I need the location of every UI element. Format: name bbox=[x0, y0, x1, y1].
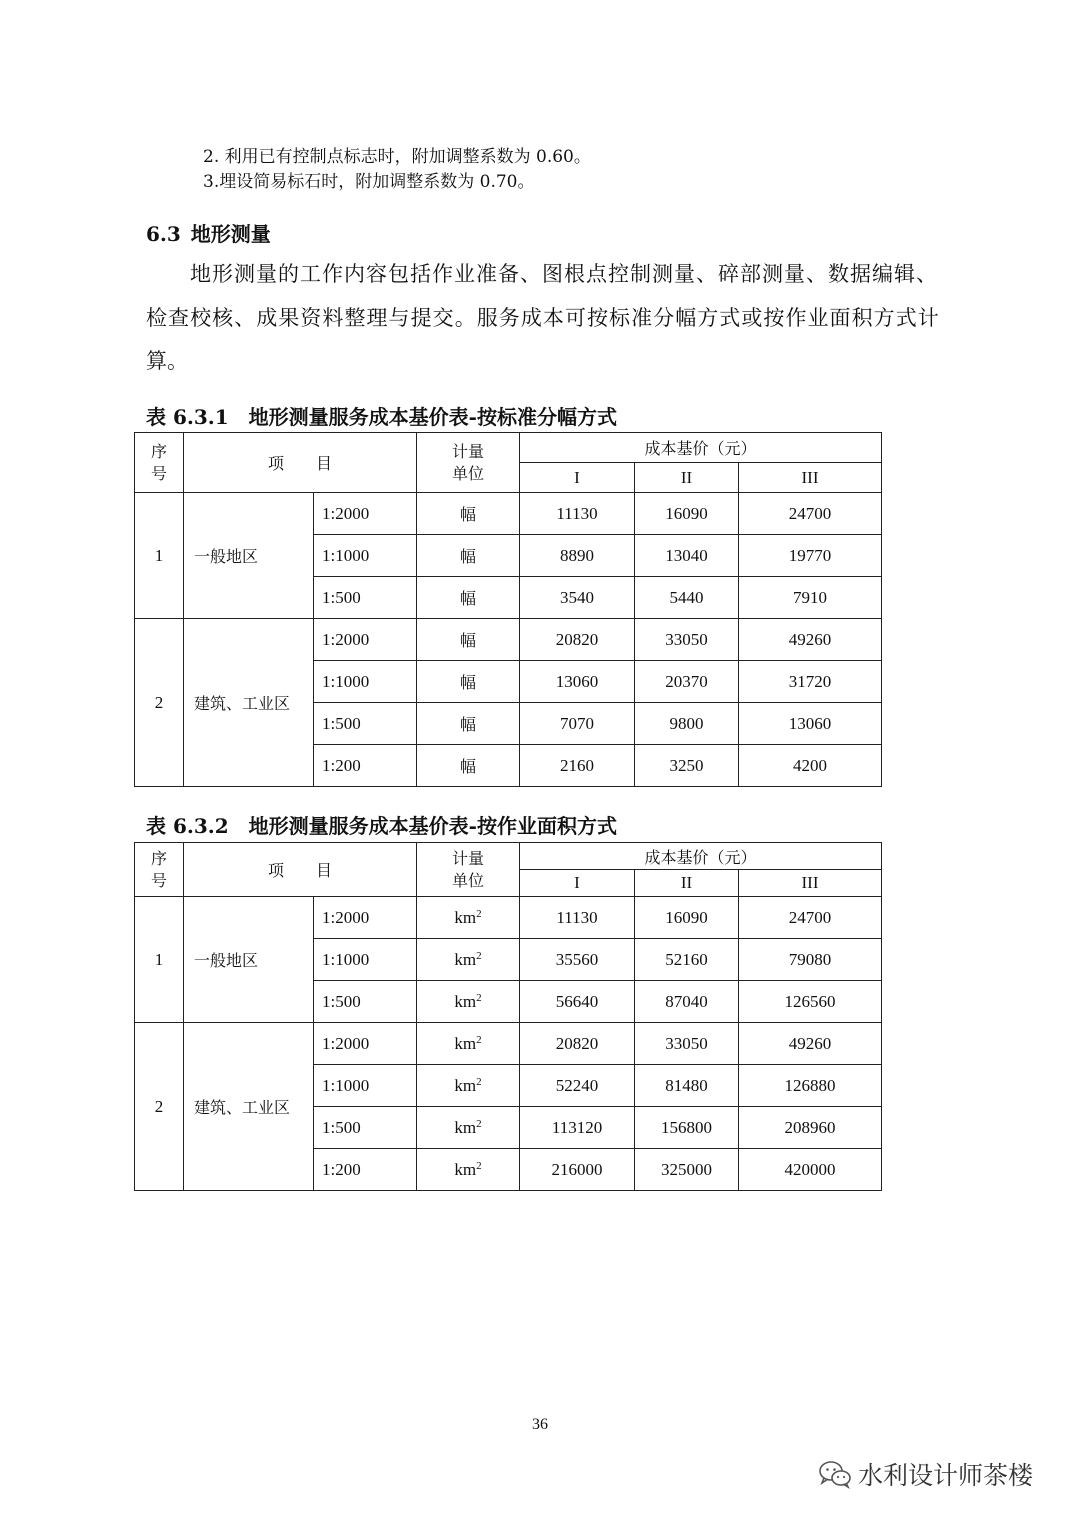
category-cell: 一般地区 bbox=[184, 493, 314, 619]
value-cell: 9800 bbox=[635, 703, 739, 745]
value-cell: 3250 bbox=[635, 745, 739, 787]
table-row bbox=[135, 1023, 882, 1065]
value-cell: 156800 bbox=[635, 1107, 739, 1149]
section-number: 6.3 bbox=[146, 222, 181, 246]
watermark-text: 水利设计师茶楼 bbox=[858, 1461, 1034, 1490]
value-cell: 33050 bbox=[635, 1023, 739, 1065]
page-number: 36 bbox=[532, 1416, 548, 1433]
value-cell: 35560 bbox=[520, 939, 635, 981]
unit-cell: $km^2$ bbox=[417, 1023, 520, 1065]
header-grade-2: II bbox=[635, 870, 739, 897]
header-cost: 成本基价（元） bbox=[520, 843, 882, 870]
value-cell: 81480 bbox=[635, 1065, 739, 1107]
value-cell: 126880 bbox=[739, 1065, 882, 1107]
paragraph-line: 算。 bbox=[146, 349, 188, 373]
header-grade-3: III bbox=[739, 463, 882, 493]
value-cell: 52240 bbox=[520, 1065, 635, 1107]
section-heading bbox=[146, 218, 271, 247]
value-cell: 208960 bbox=[739, 1107, 882, 1149]
wechat-icon bbox=[818, 1459, 852, 1489]
table-caption-number: 表 6.3.1 bbox=[146, 405, 229, 429]
watermark bbox=[818, 1456, 1033, 1492]
table-caption-number: 表 6.3.2 bbox=[146, 814, 229, 838]
unit-cell: $km^2$ bbox=[417, 981, 520, 1023]
value-cell: 325000 bbox=[635, 1149, 739, 1191]
seq-cell: 1 bbox=[135, 897, 184, 1023]
value-cell: 420000 bbox=[739, 1149, 882, 1191]
value-cell: 16090 bbox=[635, 897, 739, 939]
paragraph-line: 检查校核、成果资料整理与提交。服务成本可按标准分幅方式或按作业面积方式计 bbox=[146, 306, 940, 330]
value-cell: 24700 bbox=[739, 897, 882, 939]
value-cell: 13060 bbox=[739, 703, 882, 745]
value-cell: 49260 bbox=[739, 619, 882, 661]
header-cost: 成本基价（元） bbox=[520, 433, 882, 463]
category-cell: 建筑、工业区 bbox=[184, 619, 314, 787]
unit-cell: 幅 bbox=[417, 703, 520, 745]
scale-cell: 1:1000 bbox=[314, 939, 417, 981]
cost-table-work-area bbox=[134, 842, 882, 1191]
value-cell: 87040 bbox=[635, 981, 739, 1023]
section-title: 地形测量 bbox=[190, 222, 271, 246]
table-row bbox=[135, 619, 882, 661]
scale-cell: 1:500 bbox=[314, 1107, 417, 1149]
header-grade-1: I bbox=[520, 870, 635, 897]
value-cell: 2160 bbox=[520, 745, 635, 787]
unit-cell: $km^2$ bbox=[417, 897, 520, 939]
value-cell: 79080 bbox=[739, 939, 882, 981]
seq-cell: 2 bbox=[135, 619, 184, 787]
table-caption-title: 地形测量服务成本基价表-按作业面积方式 bbox=[248, 814, 617, 838]
unit-cell: $km^2$ bbox=[417, 1149, 520, 1191]
value-cell: 24700 bbox=[739, 493, 882, 535]
scale-cell: 1:2000 bbox=[314, 897, 417, 939]
scale-cell: 1:500 bbox=[314, 981, 417, 1023]
value-cell: 16090 bbox=[635, 493, 739, 535]
value-cell: 11130 bbox=[520, 897, 635, 939]
seq-cell: 2 bbox=[135, 1023, 184, 1191]
unit-cell: 幅 bbox=[417, 745, 520, 787]
header-seq: 序号 bbox=[135, 843, 184, 897]
value-cell: 4200 bbox=[739, 745, 882, 787]
header-unit: 计量单位 bbox=[417, 843, 520, 897]
header-unit: 计量单位 bbox=[417, 433, 520, 493]
table-caption-title: 地形测量服务成本基价表-按标准分幅方式 bbox=[248, 405, 617, 429]
value-cell: 20820 bbox=[520, 1023, 635, 1065]
unit-cell: $km^2$ bbox=[417, 1107, 520, 1149]
header-seq: 序号 bbox=[135, 433, 184, 493]
unit-cell: $km^2$ bbox=[417, 939, 520, 981]
value-cell: 13040 bbox=[635, 535, 739, 577]
value-cell: 19770 bbox=[739, 535, 882, 577]
scale-cell: 1:2000 bbox=[314, 619, 417, 661]
scale-cell: 1:2000 bbox=[314, 1023, 417, 1065]
scale-cell: 1:2000 bbox=[314, 493, 417, 535]
value-cell: 20820 bbox=[520, 619, 635, 661]
value-cell: 7910 bbox=[739, 577, 882, 619]
category-cell: 建筑、工业区 bbox=[184, 1023, 314, 1191]
table-caption bbox=[146, 810, 617, 839]
value-cell: 13060 bbox=[520, 661, 635, 703]
header-grade-3: III bbox=[739, 870, 882, 897]
unit-cell: $km^2$ bbox=[417, 1065, 520, 1107]
header-item: 项 目 bbox=[184, 843, 417, 897]
value-cell: 56640 bbox=[520, 981, 635, 1023]
table-caption bbox=[146, 401, 617, 430]
header-grade-1: I bbox=[520, 463, 635, 493]
paragraph-line: 地形测量的工作内容包括作业准备、图根点控制测量、碎部测量、数据编辑、 bbox=[190, 262, 938, 286]
value-cell: 49260 bbox=[739, 1023, 882, 1065]
note-line-2: 2. 利用已有控制点标志时，附加调整系数为 0.60。 bbox=[203, 147, 591, 167]
value-cell: 8890 bbox=[520, 535, 635, 577]
scale-cell: 1:500 bbox=[314, 577, 417, 619]
scale-cell: 1:1000 bbox=[314, 661, 417, 703]
scale-cell: 1:200 bbox=[314, 745, 417, 787]
category-cell: 一般地区 bbox=[184, 897, 314, 1023]
cost-table-standard-sheet bbox=[134, 432, 882, 787]
value-cell: 7070 bbox=[520, 703, 635, 745]
value-cell: 31720 bbox=[739, 661, 882, 703]
value-cell: 11130 bbox=[520, 493, 635, 535]
value-cell: 216000 bbox=[520, 1149, 635, 1191]
scale-cell: 1:1000 bbox=[314, 1065, 417, 1107]
unit-cell: 幅 bbox=[417, 661, 520, 703]
value-cell: 3540 bbox=[520, 577, 635, 619]
header-grade-2: II bbox=[635, 463, 739, 493]
value-cell: 113120 bbox=[520, 1107, 635, 1149]
value-cell: 20370 bbox=[635, 661, 739, 703]
table-row bbox=[135, 493, 882, 535]
unit-cell: 幅 bbox=[417, 577, 520, 619]
value-cell: 52160 bbox=[635, 939, 739, 981]
value-cell: 126560 bbox=[739, 981, 882, 1023]
note-line-3: 3.埋设简易标石时，附加调整系数为 0.70。 bbox=[203, 172, 535, 192]
table-row bbox=[135, 897, 882, 939]
scale-cell: 1:1000 bbox=[314, 535, 417, 577]
value-cell: 5440 bbox=[635, 577, 739, 619]
header-item: 项 目 bbox=[184, 433, 417, 493]
value-cell: 33050 bbox=[635, 619, 739, 661]
unit-cell: 幅 bbox=[417, 619, 520, 661]
seq-cell: 1 bbox=[135, 493, 184, 619]
scale-cell: 1:500 bbox=[314, 703, 417, 745]
unit-cell: 幅 bbox=[417, 493, 520, 535]
unit-cell: 幅 bbox=[417, 535, 520, 577]
scale-cell: 1:200 bbox=[314, 1149, 417, 1191]
